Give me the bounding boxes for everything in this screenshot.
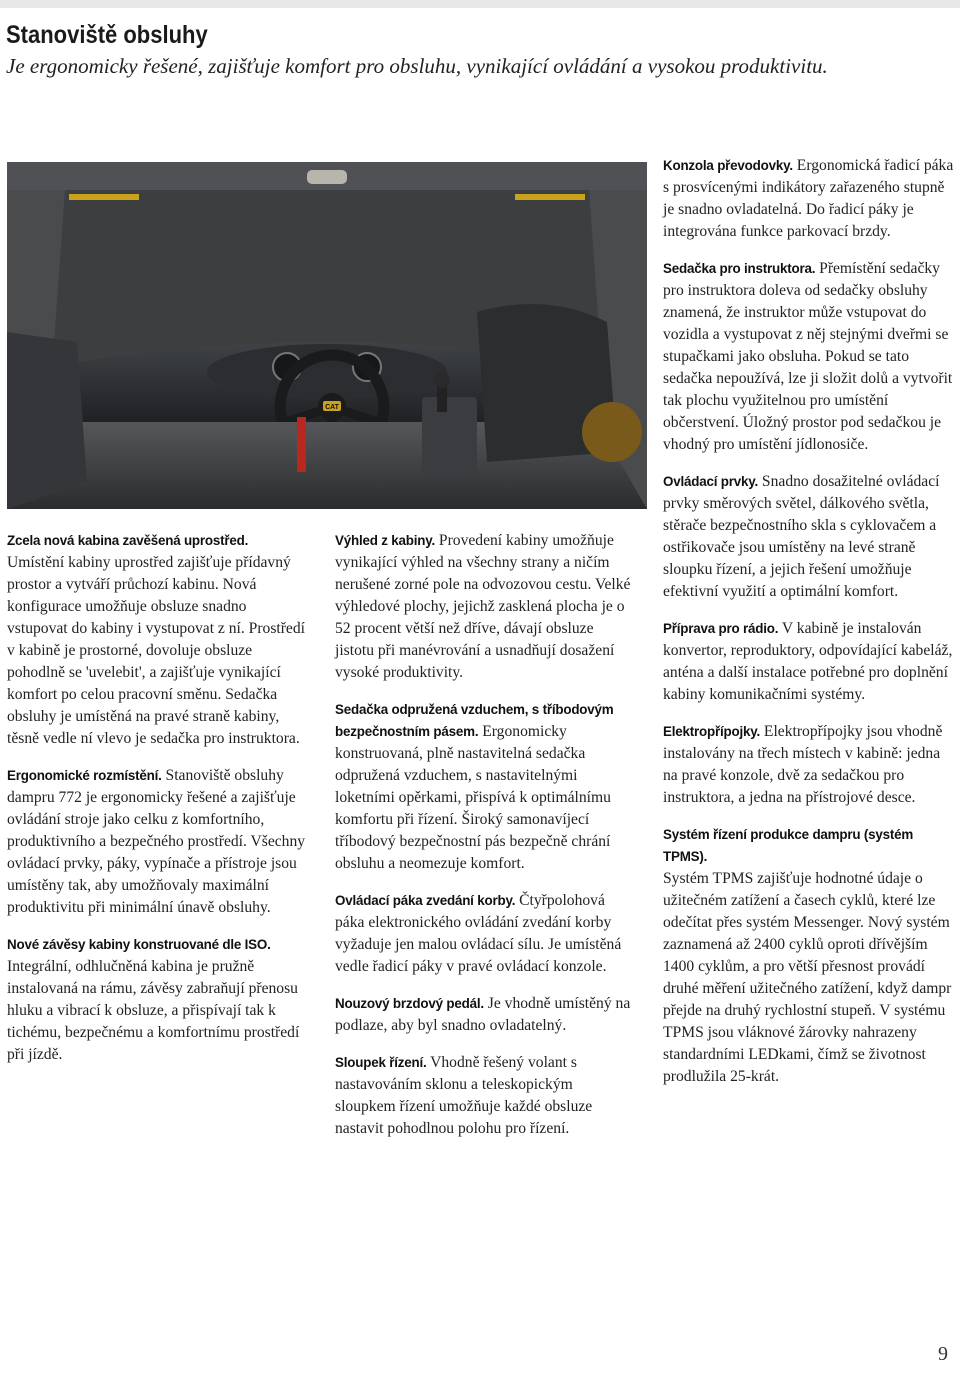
- section-trainer-seat: [663, 258, 958, 456]
- text-column-right: [663, 155, 958, 1103]
- section-text: V kabině je instalován konvertor, reproduktory, odpovídající kabeláž, anténa a další instalace potřebné pro doplnění kabiny komunikačními systémy.: [663, 620, 953, 703]
- section-hoist-lever: [335, 890, 635, 978]
- cab-interior-photo: [7, 162, 647, 509]
- section-text: Přemístění sedačky pro instruktora doleva od sedačky obsluhy znamená, že instruktor může vstupovat do vozidla a vystupovat z něj stejnými dveřmi se stupačkami jako obsluha. Pokud se tato sedačka nepoužívá, lze ji složit dolů a vytvořit tak plochu využitelnou pro umístění občerstvení. Úložný prostor pod sedačkou je vhodný pro umístění jídlonosiče.: [663, 260, 953, 453]
- section-iso-mounts: [7, 934, 307, 1066]
- section-air-seat: [335, 699, 635, 875]
- cat-badge: CAT: [325, 404, 339, 411]
- section-cab-mounted: [7, 530, 307, 750]
- section-heading: Ergonomické rozmístění.: [7, 768, 162, 783]
- section-heading: Nové závěsy kabiny konstruované dle ISO.: [7, 937, 271, 952]
- section-heading: Elektropřípojky.: [663, 724, 761, 739]
- page-subtitle: Je ergonomicky řešené, zajišťuje komfort pro obsluhu, vynikající ovládání a vysokou produktivitu.: [6, 54, 828, 78]
- section-radio-ready: [663, 618, 958, 706]
- section-text: Je vhodně umístěný na podlaze, aby byl snadno ovladatelný.: [335, 995, 631, 1034]
- section-text: Čtyřpolohová páka elektronického ovládání zvedání korby vyžaduje jen malou ovládací sílu. Je umístěná vedle řadicí páky v pravé ovládací konzole.: [335, 892, 622, 975]
- text-column-middle: [335, 530, 635, 1155]
- section-text: Elektropřípojky jsou vhodně instalovány na třech místech v kabině: jedna na pravé konzole, dvě za sedačkou pro instruktora, a jedna na přístrojové desce.: [663, 723, 943, 806]
- section-power-ports: [663, 721, 958, 809]
- section-emergency-brake: [335, 993, 635, 1037]
- section-transmission-console: [663, 155, 958, 243]
- section-heading: Výhled z kabiny.: [335, 533, 435, 548]
- section-heading: Příprava pro rádio.: [663, 621, 779, 636]
- section-text: Snadno dosažitelné ovládací prvky směrových světel, dálkového světla, stěrače bezpečnostního skla s cyklovačem a ostřikovače jsou umístěny na levé straně sloupku řízení, a jejich řešení umožňuje efektivní využití a optimální komfort.: [663, 473, 940, 600]
- section-heading: Konzola převodovky.: [663, 158, 793, 173]
- section-heading: Systém řízení produkce dampru (systém TPMS).: [663, 827, 914, 864]
- section-text: Systém TPMS zajišťuje hodnotné údaje o užitečném zatížení a časech cyklů, které lze odečítat přes systém Messenger. Nový systém zaznamená až 2400 cyklů oproti dřívějším 1400 cyklům, a pro větší přesnost provádí druhé měření užitečného zatížení, když dampr přejde na druhý rychlostní stupeň. V systému TPMS jsou vláknové žárovky nahrazeny standardními LEDkami, čímž se životnost prodlužila 25-krát.: [663, 870, 952, 1085]
- section-text: Vhodně řešený volant s nastavováním sklonu a teleskopickým sloupkem řízení umožňuje každé obsluze nastavit pohodlnou polohu pro řízení.: [335, 1054, 593, 1137]
- section-ergonomics: [7, 765, 307, 919]
- page-title: Stanoviště obsluhy: [6, 21, 208, 49]
- section-text: Integrální, odhlučněná kabina je pružně instalovaná na rámu, závěsy zabraňují přenosu hluku a vibrací k obsluze, a přispívají tak k tichému, bezpečnému a komfortnímu prostředí při jízdě.: [7, 958, 300, 1063]
- page-header: [6, 20, 946, 80]
- section-heading: Sloupek řízení.: [335, 1055, 427, 1070]
- section-heading: Zcela nová kabina zavěšená uprostřed.: [7, 533, 249, 548]
- section-heading: Sedačka odpružená vzduchem, s tříbodovým bezpečnostním pásem.: [335, 702, 614, 739]
- section-heading: Ovládací páka zvedání korby.: [335, 893, 516, 908]
- page-number: 9: [938, 1343, 948, 1365]
- section-heading: Ovládací prvky.: [663, 474, 759, 489]
- section-tpms: [663, 824, 958, 1088]
- section-visibility: [335, 530, 635, 684]
- section-text: Umístění kabiny uprostřed zajišťuje přídavný prostor a vytváří průchozí kabinu. Nová konfigurace umožňuje obsluze snadno vstupovat do kabiny i vystupovat z ní. Prostředí v kabině je prostorné, dovoluje obsluze pohodlně se 'uvelebit', a zajišťuje vynikající komfort po celou pracovní směnu. Sedačka obsluhy je umístěná na pravé straně kabiny, těsně vedle ní vlevo je sedačka pro instruktora.: [7, 554, 305, 747]
- top-rule: [0, 0, 960, 8]
- text-column-left: [7, 530, 307, 1081]
- section-heading: Nouzový brzdový pedál.: [335, 996, 484, 1011]
- section-text: Stanoviště obsluhy dampru 772 je ergonomicky řešené a zajišťuje ovládání stroje jako celku z komfortního, produktivního a bezpečného prostředí. Všechny ovládací prvky, páky, vypínače a přístroje jsou umístěny tak, aby umožňovaly maximální produktivitu při minimální únavě obsluhy.: [7, 767, 306, 916]
- section-text: Ergonomicky konstruovaná, plně nastavitelná sedačka odpružená vzduchem, s nastavitelnými loketními opěrkami, přispívá k optimálnímu komfortu při řízení. Široký samonavíjecí tříbodový bezpečnostní pás bezpečně chrání obsluhu a neomezuje komfort.: [335, 723, 611, 872]
- section-steering-column: [335, 1052, 635, 1140]
- section-heading: Sedačka pro instruktora.: [663, 261, 816, 276]
- section-text: Provedení kabiny umožňuje vynikající výhled na všechny strany a ničím nerušené zorné pole na odvozovou cestu. Velké výhledové plochy, jejichž zasklená plocha je o 52 procent větší než dříve, dávají obsluze jistotu při manévrování a usnadňují dosažení vysoké produktivity.: [335, 532, 631, 681]
- section-text: Ergonomická řadicí páka s prosvícenými indikátory zařazeného stupně je snadno ovladatelná. Do řadicí páky je integrována funkce parkovací brzdy.: [663, 157, 954, 240]
- section-controls: [663, 471, 958, 603]
